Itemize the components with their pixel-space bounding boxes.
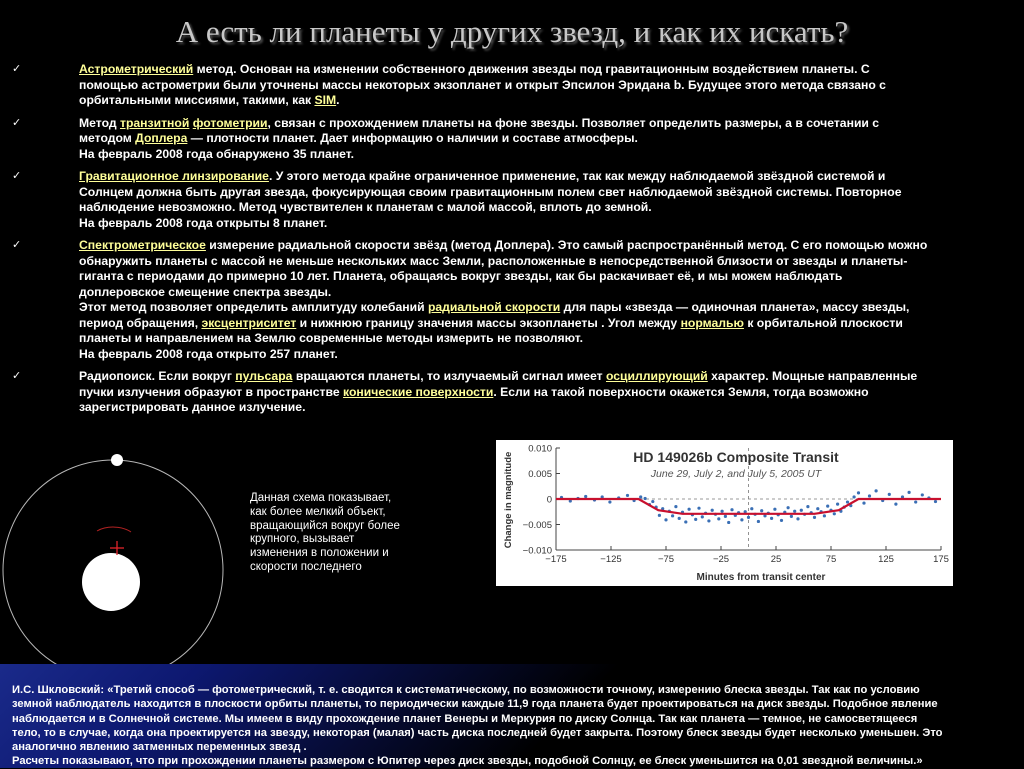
data-point bbox=[671, 514, 674, 517]
data-point bbox=[888, 493, 891, 496]
data-point bbox=[868, 494, 871, 497]
y-tick-label: 0 bbox=[546, 494, 552, 506]
data-point bbox=[760, 509, 763, 512]
bullet-line bbox=[79, 285, 1020, 301]
data-point bbox=[724, 515, 727, 518]
bullet-text: к орбитальной плоскости bbox=[743, 315, 903, 330]
y-tick-label: 0.005 bbox=[528, 469, 552, 480]
term-link[interactable]: Доплера bbox=[135, 131, 188, 145]
bullet-line bbox=[79, 300, 1020, 316]
data-point bbox=[711, 509, 714, 512]
data-point bbox=[816, 507, 819, 510]
planet-icon bbox=[111, 454, 123, 466]
bullet-line bbox=[79, 169, 1020, 185]
bullet-text: наблюдение невозможно. Метод чувствителен к планетам с малой массой, вплоть до земной. bbox=[79, 200, 652, 214]
bullet-text: помощью астрометрии были уточнены массы некоторых экзопланет и открыт Эпсилон Эридана b. Будущее этого метода связано с bbox=[79, 77, 886, 92]
checkmark-icon: ✓ bbox=[12, 116, 22, 129]
bullet-line bbox=[79, 254, 1020, 270]
chart-title: HD 149026b Composite Transit bbox=[633, 449, 839, 465]
bullet-line bbox=[79, 62, 1020, 78]
bullet-item bbox=[12, 238, 1020, 362]
bullet-text: орбитальными миссиями, такими, как bbox=[79, 93, 315, 107]
chart-xlabel: Minutes from transit center bbox=[696, 572, 826, 583]
data-point bbox=[914, 500, 917, 503]
data-point bbox=[727, 521, 730, 524]
x-tick-label: 125 bbox=[878, 554, 894, 565]
data-point bbox=[773, 508, 776, 511]
x-tick-label: −175 bbox=[545, 554, 567, 565]
caption-line: изменения в положении и bbox=[250, 547, 389, 560]
x-tick-label: 25 bbox=[770, 554, 782, 565]
y-tick-label: 0.010 bbox=[528, 443, 552, 455]
footer-line: аналогично явлению затменных переменных звезд . bbox=[12, 741, 307, 754]
footer-line: земной наблюдатель находится в плоскости орбиты планеты, то периодически каждые 11,9 года планета будет проектироваться на диск звезды. Подобное явление bbox=[12, 698, 938, 711]
term-link[interactable]: пульсара bbox=[235, 369, 293, 383]
bullet-line bbox=[79, 200, 1020, 216]
bullet-line bbox=[79, 400, 1020, 416]
term-link[interactable]: Гравитационное линзирование bbox=[79, 169, 269, 183]
term-link[interactable]: осциллирующий bbox=[606, 369, 708, 383]
transit-chart-svg bbox=[496, 440, 953, 586]
bullet-text: период обращения, bbox=[79, 315, 202, 330]
bullet-line bbox=[79, 216, 1020, 232]
orbit-scheme bbox=[0, 440, 240, 665]
data-point bbox=[793, 510, 796, 513]
bullet-line bbox=[79, 116, 1020, 132]
bullet-text: обнаружить планеты с массой не меньше нескольких масс Земли, расположенные в непосредственной близости от звезды и планеты- bbox=[79, 253, 908, 268]
bullet-line bbox=[79, 185, 1020, 201]
data-point bbox=[707, 519, 710, 522]
bullet-text: вращаются планеты, то излучаемый сигнал имеет bbox=[292, 369, 606, 383]
bullet-text: Солнцем должна быть другая звезда, фокусирующая своим гравитационным полем свет наблюдаемой звёздной системы. Повторное bbox=[79, 184, 902, 199]
checkmark-icon: ✓ bbox=[12, 239, 22, 251]
bullet-text: гиганта с периодами до примерно 10 лет. Планета, обращаясь вокруг звезды, как бы раскачивает её, и мы можем наблюдать bbox=[79, 269, 843, 283]
bullet-text: измерение радиальной скорости звёзд (метод Доплера). Это самый распространённый метод. С его помощью можно bbox=[205, 238, 928, 252]
data-point bbox=[740, 518, 743, 521]
y-tick-label: −0.010 bbox=[522, 545, 552, 557]
footer-line: наблюдается и в Солнечной системе. Мы имеем в виду прохождение планет Венеры и Меркурия по диску Солнца. Так как планета — темное, не самосветящееся bbox=[12, 712, 918, 725]
bullet-item bbox=[12, 116, 1020, 163]
bullet-text: зарегистрировать данное излучение. bbox=[79, 400, 306, 414]
data-point bbox=[717, 517, 720, 520]
bullet-text: Радиопоиск. Если вокруг bbox=[79, 369, 236, 383]
term-link[interactable]: транзитной bbox=[119, 115, 190, 130]
caption-line: вращающийся вокруг более bbox=[250, 519, 400, 532]
star-wobble-arc bbox=[97, 527, 131, 532]
footer-quote bbox=[12, 683, 1018, 769]
chart-subtitle: June 29, July 2, and July 5, 2005 UT bbox=[650, 468, 822, 480]
bullet-text: доплеровское смещение спектра звезды. bbox=[79, 284, 332, 299]
data-point bbox=[853, 495, 856, 498]
caption-line: Данная схема показывает, bbox=[250, 492, 392, 504]
data-point bbox=[674, 505, 677, 508]
term-link[interactable]: радиальной скорости bbox=[427, 300, 561, 314]
y-tick-label: −0.005 bbox=[522, 520, 552, 531]
transit-chart bbox=[496, 440, 953, 586]
term-link[interactable]: Астрометрический bbox=[79, 62, 194, 76]
data-point bbox=[584, 495, 587, 498]
bullet-text: Метод bbox=[79, 115, 120, 130]
bullet-text: пучки излучения образуют в пространстве bbox=[79, 384, 344, 399]
data-point bbox=[787, 506, 790, 509]
bullet-text: На февраль 2008 года обнаружено 35 планет. bbox=[79, 146, 355, 161]
x-tick-label: −125 bbox=[600, 554, 622, 565]
bullet-text: метод. Основан на изменении собственного движения звезды под гравитационным воздействием планеты. С bbox=[193, 62, 870, 76]
term-link[interactable]: SIM bbox=[314, 93, 337, 107]
footer-line: тело, то в случае, когда она проектируется на звезду, некоторая (малая) часть диска последней будет закрыта. Поэтому блеск звезды будет несколько уменьшен. Это bbox=[12, 726, 943, 739]
data-point bbox=[770, 517, 773, 520]
x-tick-label: −75 bbox=[657, 554, 675, 565]
checkmark-icon: ✓ bbox=[12, 370, 22, 382]
bullet-line bbox=[79, 131, 1020, 147]
bullet-line bbox=[79, 147, 1020, 163]
data-point bbox=[826, 505, 829, 508]
bullet-line bbox=[79, 385, 1020, 401]
term-link[interactable]: эксцентриситет bbox=[201, 315, 297, 330]
x-tick-label: 75 bbox=[825, 554, 837, 565]
data-point bbox=[934, 500, 937, 503]
bullet-text: . bbox=[336, 93, 340, 107]
data-point bbox=[875, 489, 878, 492]
data-point bbox=[678, 517, 681, 520]
orbit-diagram bbox=[0, 440, 240, 665]
bullet-line bbox=[79, 78, 1020, 94]
caption-line: как более мелкий объект, bbox=[250, 505, 386, 518]
term-link[interactable]: Спектрометрическое bbox=[79, 238, 206, 252]
data-point bbox=[780, 519, 783, 522]
data-point bbox=[658, 514, 661, 517]
data-point bbox=[806, 505, 809, 508]
bullet-line bbox=[79, 93, 1020, 109]
bullet-text: и нижнюю границу значения массы экзопланеты . Угол между bbox=[296, 315, 681, 330]
bullet-line bbox=[79, 316, 1020, 332]
data-point bbox=[701, 515, 704, 518]
star-icon bbox=[82, 553, 140, 611]
data-point bbox=[862, 501, 865, 504]
term-link[interactable]: фотометрии bbox=[192, 115, 268, 130]
bullet-text: — плотности планет. Дает информацию о наличии и составе атмосферы. bbox=[187, 131, 638, 145]
data-point bbox=[608, 500, 611, 503]
bullet-text: характер. Мощные направленные bbox=[707, 369, 918, 383]
bullet-text: Этот метод позволяет определить амплитуду колебаний bbox=[79, 300, 428, 314]
data-point bbox=[688, 508, 691, 511]
data-point bbox=[823, 514, 826, 517]
bullet-text: методом bbox=[79, 131, 136, 145]
data-point bbox=[721, 510, 724, 513]
bullet-line bbox=[79, 269, 1020, 285]
bullet-text: для пары «звезда — одиночная планета», массу звезды, bbox=[560, 300, 910, 314]
bullet-text: , связан с прохождением планеты на фоне звезды. Позволяет определить размеры, а в сочетании с bbox=[267, 115, 880, 130]
bullet-text: . У этого метода крайне ограниченное применение, так как между наблюдаемой звёздной системой и bbox=[268, 169, 886, 183]
data-point bbox=[750, 507, 753, 510]
bullet-line bbox=[79, 347, 1020, 363]
term-link[interactable]: нормалью bbox=[680, 315, 744, 330]
data-point bbox=[730, 508, 733, 511]
x-tick-label: 175 bbox=[933, 554, 949, 565]
bullet-item bbox=[12, 369, 1020, 416]
bullet-item bbox=[12, 62, 1020, 109]
data-point bbox=[857, 491, 860, 494]
data-point bbox=[796, 517, 799, 520]
term-link[interactable]: конические поверхности bbox=[343, 384, 494, 399]
footer-line: И.С. Шкловский: «Третий способ — фотометрический, т. е. сводится к систематическому, по возможности точному, измерению блеска звезды. Так как по условию bbox=[12, 684, 920, 696]
x-tick-label: −25 bbox=[712, 554, 730, 565]
data-point bbox=[757, 520, 760, 523]
scheme-caption bbox=[250, 492, 435, 575]
data-point bbox=[639, 495, 642, 498]
data-point bbox=[921, 493, 924, 496]
bullet-text: планеты и направлением на Землю современные методы измерить не позволяют. bbox=[79, 331, 584, 345]
data-point bbox=[836, 503, 839, 506]
data-point bbox=[651, 500, 654, 503]
bullet-line bbox=[79, 238, 1020, 254]
data-point bbox=[846, 500, 849, 503]
data-point bbox=[644, 497, 647, 500]
bullet-line bbox=[79, 369, 1020, 385]
bullet-line bbox=[79, 331, 1020, 347]
footer-quote-panel bbox=[0, 664, 1024, 768]
slide-title: А есть ли планеты у других звезд, и как их искать? bbox=[175, 14, 849, 49]
caption-line: скорости последнего bbox=[250, 560, 362, 573]
data-point bbox=[626, 494, 629, 497]
bullet-text: На февраль 2008 года открыто 257 планет. bbox=[79, 346, 338, 361]
data-point bbox=[664, 518, 667, 521]
checkmark-icon: ✓ bbox=[12, 170, 22, 182]
data-point bbox=[800, 509, 803, 512]
data-point bbox=[684, 520, 687, 523]
checkmark-icon: ✓ bbox=[12, 63, 22, 75]
data-point bbox=[697, 507, 700, 510]
chart-ylabel: Change in magnitude bbox=[503, 451, 514, 549]
data-point bbox=[694, 518, 697, 521]
footer-line: Расчеты показывают, что при прохождении планеты размером с Юпитер через диск звезды, подобной Солнцу, ее блеск уменьшится на 0,01 звездной величины.» bbox=[12, 755, 923, 768]
data-point bbox=[790, 515, 793, 518]
data-point bbox=[894, 503, 897, 506]
data-point bbox=[908, 491, 911, 494]
bullet-item bbox=[12, 169, 1020, 231]
data-point bbox=[747, 516, 750, 519]
data-point bbox=[833, 512, 836, 515]
bullet-text: . Если на такой поверхности окажется Земля, тогда возможно bbox=[493, 384, 869, 399]
bullet-text: На февраль 2008 года открыты 8 планет. bbox=[79, 215, 328, 230]
bullet-list bbox=[12, 62, 1020, 423]
data-point bbox=[813, 516, 816, 519]
caption-line: крупного, вызывает bbox=[250, 533, 355, 546]
